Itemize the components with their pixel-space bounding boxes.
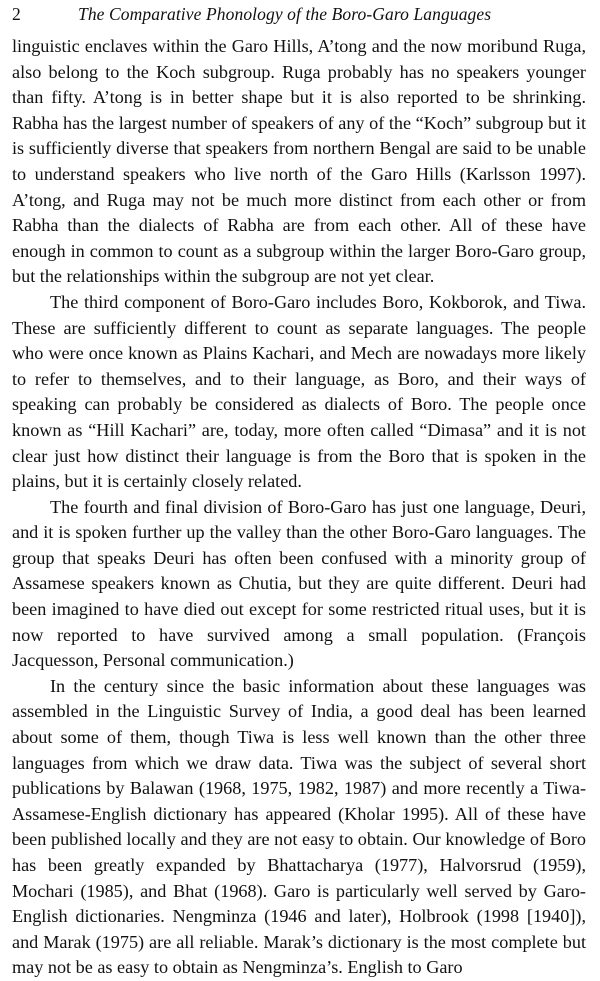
paragraph-4: In the century since the basic information about these languages was assembled in the Linguistic Survey of India, a good deal has been learned about some of them, though Tiwa is less well known than the other three languages from which we draw data. Tiwa was the subject of several short publications by Balawan (1968, 1975, 1982, 1987) and more recently a Tiwa-Assamese-English dictionary has appeared (Kholar 1995). All of these have been published locally and they are not easy to obtain. Our knowledge of Boro has been greatly expanded by Bhattacharya (1977), Halvorsrud (1959), Mochari (1985), and Bhat (1968). Garo is particularly well served by Garo-English dictionaries. Nengminza (1946 and later), Holbrook (1998 [1940]), and Marak (1975) are all reliable. Marak’s dictionary is the most complete but may not be as easy to obtain as Nengminza’s. English to Garo [12, 675, 586, 978]
running-title: The Comparative Phonology of the Boro-Garo Languages [78, 4, 492, 24]
body-text [12, 34, 586, 981]
page-header [12, 4, 586, 34]
paragraph-1: linguistic enclaves within the Garo Hills, A’tong and the now moribund Ruga, also belong to the Koch subgroup. Ruga probably has no speakers younger than fifty. A’tong is in better shape but it is also reported to be shrinking. Rabha has the largest number of speakers of any of the “Koch” subgroup but it is sufficiently diverse that speakers from northern Bengal are said to be unable to understand speakers who live north of the Garo Hills (Karlsson 1997). A’tong, and Ruga may not be much more distinct from each other or from Rabha than the dialects of Rabha are from each other. All of these have enough in common to count as a subgroup within the larger Boro-Garo group, but the relationships within the subgroup are not yet clear. [12, 36, 586, 287]
paragraph-3: The fourth and final division of Boro-Garo has just one language, Deuri, and it is spoken further up the valley than the other Boro-Garo languages. The group that speaks Deuri has often been confused with a minority group of Assamese speakers known as Chutia, but they are quite different. Deuri had been imagined to have died out except for some restricted ritual uses, but it is now reported to have survived among a small population. (François Jacquesson, Personal communication.) [12, 496, 586, 671]
page-number: 2 [12, 4, 21, 24]
paragraph-2: The third component of Boro-Garo includes Boro, Kokborok, and Tiwa. These are sufficiently different to count as separate languages. The people who were once known as Plains Kachari, and Mech are nowadays more likely to refer to themselves, and to their language, as Boro, and their ways of speaking can probably be considered as dialects of Boro. The people once known as “Hill Kachari” are, today, more often called “Dimasa” and it is not clear just how distinct their language is from the Boro that is spoken in the plains, but it is certainly closely related. [12, 291, 586, 492]
